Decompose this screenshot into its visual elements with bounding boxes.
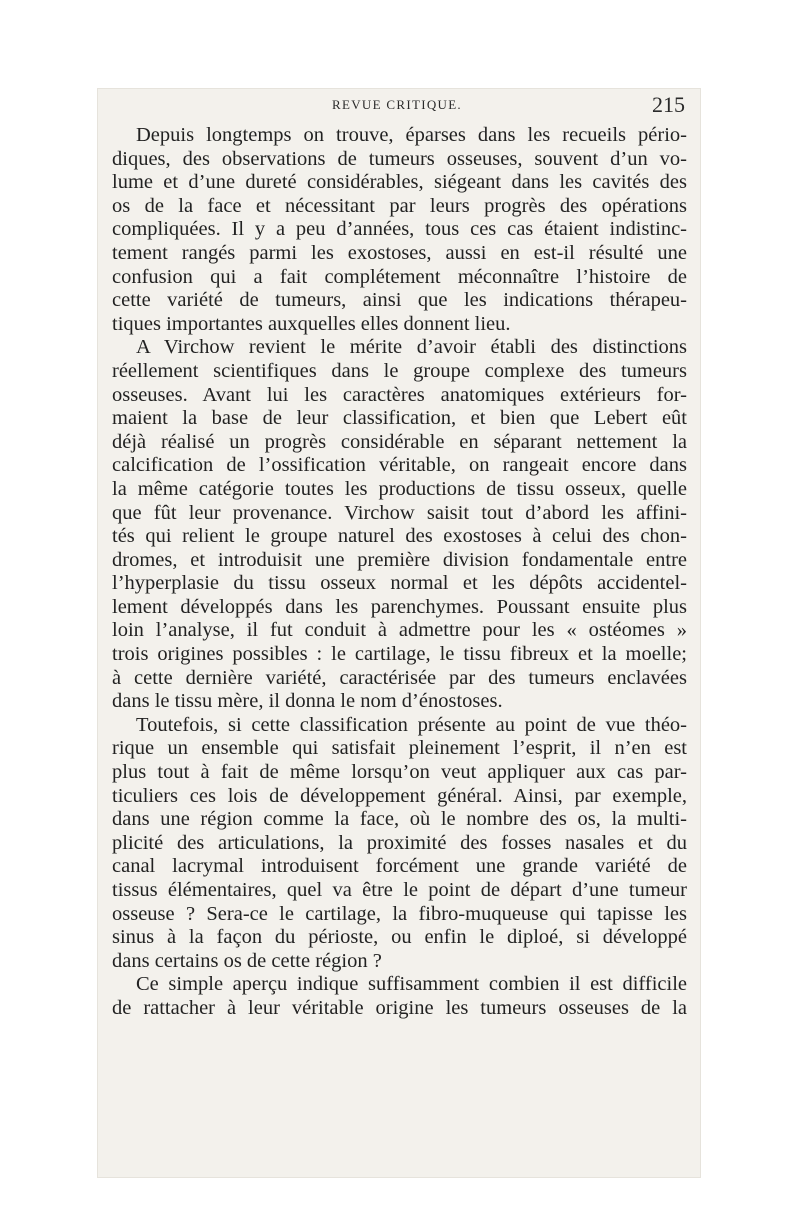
text-line: osseuses. Avant lui les caractères anatomiques extérieurs for- bbox=[112, 383, 687, 406]
text-line: osseuse ? Sera-ce le cartilage, la fibro-muqueuse qui tapisse les bbox=[112, 902, 687, 925]
text-line: ticuliers ces lois de développement général. Ainsi, par exemple, bbox=[112, 784, 687, 807]
text-line: lume et d’une dureté considérables, siégeant dans les cavités des bbox=[112, 171, 687, 194]
text-line: diques, des observations de tumeurs osseuses, souvent d’un vo- bbox=[112, 147, 687, 170]
text-line: rique un ensemble qui satisfait pleinement l’esprit, il n’en est bbox=[112, 737, 687, 760]
text-line: tement rangés parmi les exostoses, aussi en est-il résulté une bbox=[112, 241, 687, 264]
text-line: à cette dernière variété, caractérisée par des tumeurs enclavées bbox=[112, 666, 687, 689]
running-title: REVUE CRITIQUE. bbox=[332, 97, 462, 112]
text-line: lement développés dans les parenchymes. Poussant ensuite plus bbox=[112, 595, 687, 618]
text-line: dans une région comme la face, où le nombre des os, la multi- bbox=[112, 808, 687, 831]
paragraph-3 bbox=[112, 714, 687, 974]
text-line: dromes, et introduisit une première division fondamentale entre bbox=[112, 548, 687, 571]
text-line: déjà réalisé un progrès considérable en séparant nettement la bbox=[112, 430, 687, 453]
text-line: dans le tissu mère, il donna le nom d’énostoses. bbox=[112, 690, 503, 713]
text-line: tissus élémentaires, quel va être le point de départ d’une tumeur bbox=[112, 879, 687, 901]
text-line: compliquées. Il y a peu d’années, tous ces cas étaient indistinc- bbox=[112, 218, 687, 241]
text-line: cette variété de tumeurs, ainsi que les indications thérapeu- bbox=[112, 289, 687, 312]
text-line: canal lacrymal introduisent forcément une grande variété de bbox=[112, 855, 687, 878]
text-line: la même catégorie toutes les productions de tissu osseux, quelle bbox=[112, 477, 687, 500]
text-line: sinus à la façon du périoste, ou enfin le diploé, si développé bbox=[112, 926, 687, 949]
text-line: os de la face et nécessitant par leurs progrès des opérations bbox=[112, 194, 687, 217]
text-line: dans certains os de cette région ? bbox=[112, 949, 382, 972]
text-line: calcification de l’ossification véritable, on rangeait encore dans bbox=[112, 454, 687, 477]
text-line: trois origines possibles : le cartilage, le tissu fibreux et la moelle; bbox=[112, 643, 687, 666]
text-line: l’hyperplasie du tissu osseux normal et les dépôts accidentel- bbox=[112, 572, 687, 595]
page-number: 215 bbox=[652, 92, 685, 117]
text-line: Toutefois, si cette classification présente au point de vue théo- bbox=[136, 713, 687, 736]
text-line: A Virchow revient le mérite d’avoir établi des distinctions bbox=[136, 336, 687, 359]
body-text bbox=[112, 124, 687, 1021]
text-line: Ce simple aperçu indique suffisamment combien il est difficile bbox=[136, 973, 687, 996]
text-line: plicité des articulations, la proximité des fosses nasales et du bbox=[112, 831, 687, 854]
text-line: loin l’analyse, il fut conduit à admettre pour les « ostéomes » bbox=[112, 619, 687, 642]
text-line: réellement scientifiques dans le groupe complexe des tumeurs bbox=[112, 359, 687, 382]
page-header bbox=[97, 92, 687, 119]
paragraph-2 bbox=[112, 336, 687, 714]
text-line: tiques importantes auxquelles elles donnent lieu. bbox=[112, 312, 511, 335]
text-line: de rattacher à leur véritable origine les tumeurs osseuses de la bbox=[112, 996, 687, 1019]
text-line: plus tout à fait de même lorsqu’on veut appliquer aux cas par- bbox=[112, 761, 687, 784]
paragraph-1 bbox=[112, 124, 687, 336]
text-line: tés qui relient le groupe naturel des exostoses à celui des chon- bbox=[112, 525, 687, 548]
text-line: que fût leur provenance. Virchow saisit tout d’abord les affini- bbox=[112, 501, 687, 524]
text-line: confusion qui a fait complétement méconnaître l’histoire de bbox=[112, 265, 687, 288]
paragraph-4 bbox=[112, 973, 687, 1020]
text-line: maient la base de leur classification, et bien que Lebert eût bbox=[112, 407, 687, 430]
text-line: Depuis longtemps on trouve, éparses dans les recueils pério- bbox=[136, 124, 687, 146]
